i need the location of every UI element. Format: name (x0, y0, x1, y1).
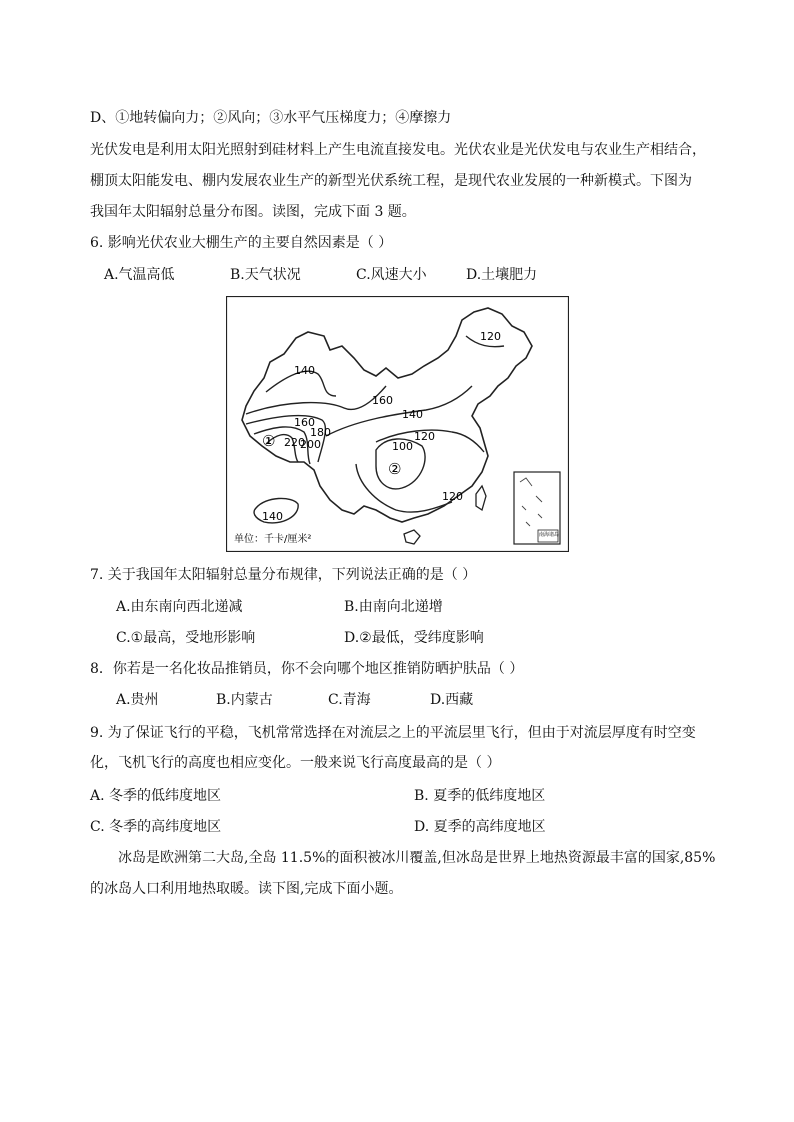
q7-option-c: C.①最高，受地形影响 (116, 630, 256, 646)
passage2-line-2: 的冰岛人口利用地热取暖。读下图,完成下面小题。 (90, 881, 403, 897)
q6-option-d: D.土壤肥力 (466, 267, 538, 283)
isoline-label-120-east: 120 (414, 430, 435, 443)
solar-radiation-map (226, 296, 569, 552)
q9-option-b: B. 夏季的低纬度地区 (414, 788, 546, 804)
q7-option-a: A.由东南向西北递减 (116, 599, 243, 615)
q9-stem-line-1: 9. 为了保证飞行的平稳，飞机常常选择在对流层之上的平流层里飞行，但由于对流层厚度有时空变 (90, 725, 696, 741)
q7-option-b: B.由南向北递增 (344, 599, 443, 615)
isoline-label-180: 180 (310, 426, 331, 439)
q9-option-a: A. 冬季的低纬度地区 (90, 788, 222, 804)
passage2-line-1: 冰岛是欧洲第二大岛,全岛 11.5%的面积被冰川覆盖,但冰岛是世界上地热资源最丰富的国家,85% (118, 850, 716, 866)
q7-option-d: D.②最低，受纬度影响 (344, 630, 484, 646)
q6-option-c: C.风速大小 (356, 267, 427, 283)
isoline-label-100: 100 (392, 440, 413, 453)
isoline-label-160-central: 160 (372, 394, 393, 407)
q5-option-d: D、①地转偏向力；②风向；③水平气压梯度力；④摩擦力 (90, 110, 452, 126)
q6-option-a: A.气温高低 (104, 267, 175, 283)
region-label-2: ② (388, 460, 402, 478)
passage1-line-2: 棚顶太阳能发电、棚内发展农业生产的新型光伏系统工程，是现代农业发展的一种新模式。下图为 (90, 173, 692, 189)
q7-stem: 7. 关于我国年太阳辐射总量分布规律，下列说法正确的是（ ） (90, 567, 477, 583)
isoline-label-140-west: 140 (294, 364, 315, 377)
q6-stem: 6. 影响光伏农业大棚生产的主要自然因素是（ ） (90, 235, 393, 251)
inset-label: 南海诸岛 (539, 532, 560, 538)
isoline-label-140-island: 140 (262, 510, 283, 523)
q8-stem: 8．你若是一名化妆品推销员，你不会向哪个地区推销防晒护肤品（ ） (90, 661, 524, 677)
q9-option-d: D. 夏季的高纬度地区 (414, 819, 546, 835)
region-label-1: ① (262, 432, 276, 450)
isoline-label-140-central: 140 (402, 408, 423, 421)
isoline-label-220: 220 (284, 436, 305, 449)
q8-option-a: A.贵州 (116, 692, 159, 708)
q8-option-b: B.内蒙古 (216, 692, 273, 708)
passage1-line-3: 我国年太阳辐射总量分布图。读图，完成下面 3 题。 (90, 204, 416, 220)
isoline-label-120-south: 120 (442, 490, 463, 503)
q8-option-d: D.西藏 (430, 692, 474, 708)
isoline-label-160-west: 160 (294, 416, 315, 429)
q8-option-c: C.青海 (328, 692, 371, 708)
q9-option-c: C. 冬季的高纬度地区 (90, 819, 222, 835)
q6-option-b: B.天气状况 (230, 267, 301, 283)
isoline-label-120-northeast: 120 (480, 330, 501, 343)
map-unit: 单位：千卡/厘米² (234, 534, 312, 545)
passage1-line-1: 光伏发电是利用太阳光照射到硅材料上产生电流直接发电。光伏农业是光伏发电与农业生产相结合， (90, 142, 706, 158)
isoline-label-200: 200 (300, 438, 321, 451)
q9-stem-line-2: 化，飞机飞行的高度也相应变化。一般来说飞行高度最高的是（ ） (90, 755, 501, 771)
